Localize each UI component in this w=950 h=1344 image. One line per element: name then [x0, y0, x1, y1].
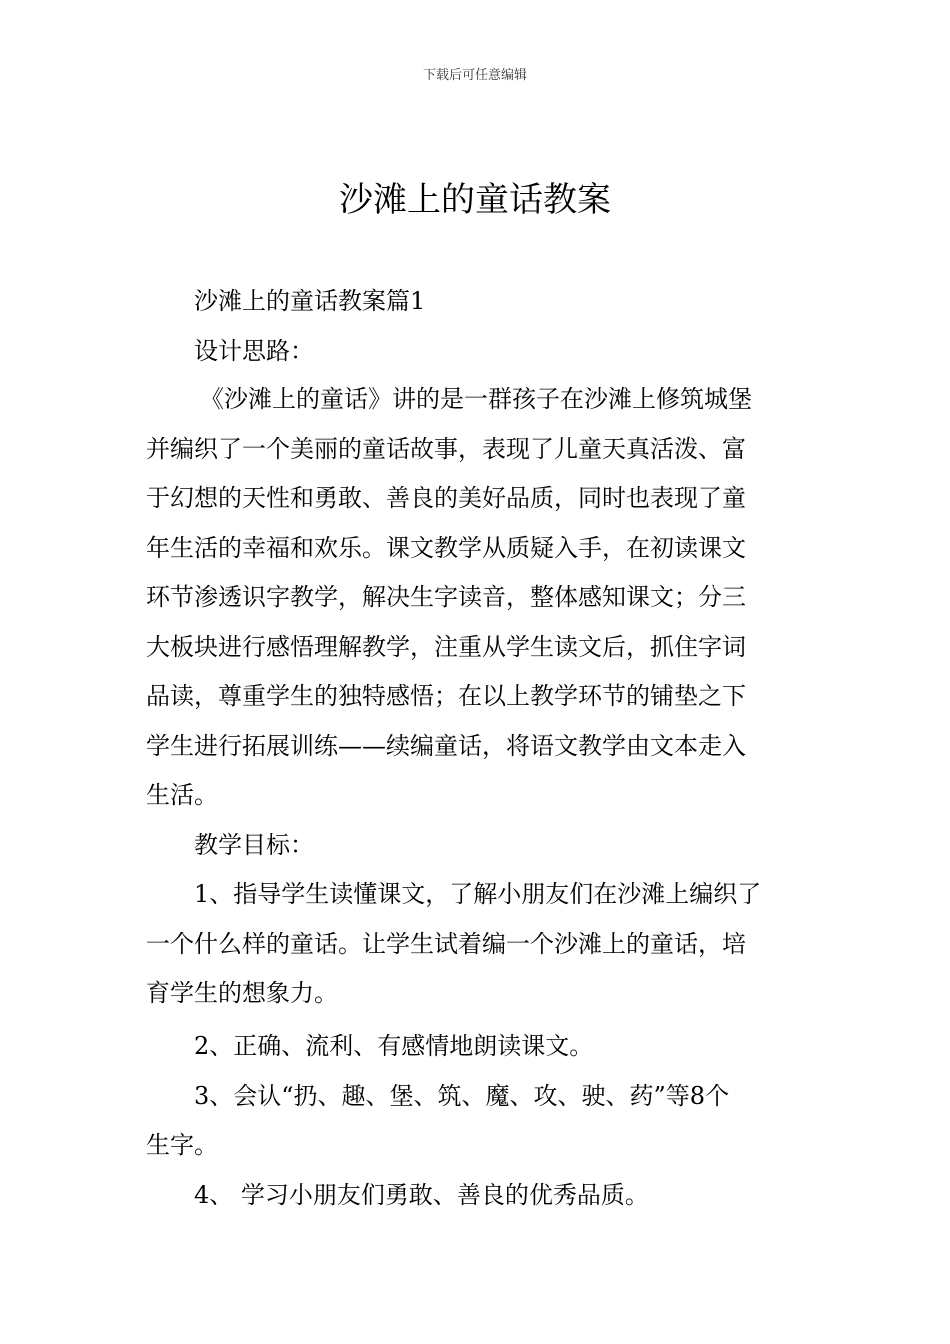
goal-item: 2、正确、流利、有感情地朗读课文。 — [194, 1032, 594, 1060]
goal-item: 4、 学习小朋友们勇敢、善良的优秀品质。 — [194, 1181, 649, 1209]
goal-item: 1、指导学生读懂课文，了解小朋友们在沙滩上编织了 — [194, 880, 762, 908]
goal-item-continued: 一个什么样的童话。让学生试着编一个沙滩上的童话，培 — [146, 930, 746, 958]
section-heading: 沙滩上的童话教案篇1 — [194, 287, 426, 315]
paragraph-line: 环节渗透识字教学，解决生字读音，整体感知课文；分三 — [146, 583, 746, 611]
goal-item-continued: 生字。 — [146, 1131, 218, 1159]
subheading-design: 设计思路： — [194, 337, 314, 365]
paragraph-line: 品读，尊重学生的独特感悟；在以上教学环节的铺垫之下 — [146, 682, 746, 710]
header-note: 下载后可任意编辑 — [422, 68, 527, 83]
goal-item: 3、会认“扔、趣、堡、筑、魔、攻、驶、药”等8个 — [194, 1082, 730, 1110]
paragraph-line: 于幻想的天性和勇敢、善良的美好品质，同时也表现了童 — [146, 484, 746, 512]
paragraph-line: 并编织了一个美丽的童话故事，表现了儿童天真活泼、富 — [146, 435, 746, 463]
paragraph-line: 大板块进行感悟理解教学，注重从学生读文后，抓住字词 — [146, 633, 746, 661]
paragraph-line: 《沙滩上的童话》讲的是一群孩子在沙滩上修筑城堡 — [200, 385, 752, 413]
paragraph-line: 学生进行拓展训练——续编童话，将语文教学由文本走入 — [146, 732, 746, 760]
goal-item-continued: 育学生的想象力。 — [146, 979, 338, 1007]
paragraph-line: 生活。 — [146, 781, 218, 809]
subheading-goals: 教学目标： — [194, 831, 314, 859]
document-title: 沙滩上的童话教案 — [339, 180, 611, 220]
paragraph-line: 年生活的幸福和欢乐。课文教学从质疑入手，在初读课文 — [146, 534, 746, 562]
